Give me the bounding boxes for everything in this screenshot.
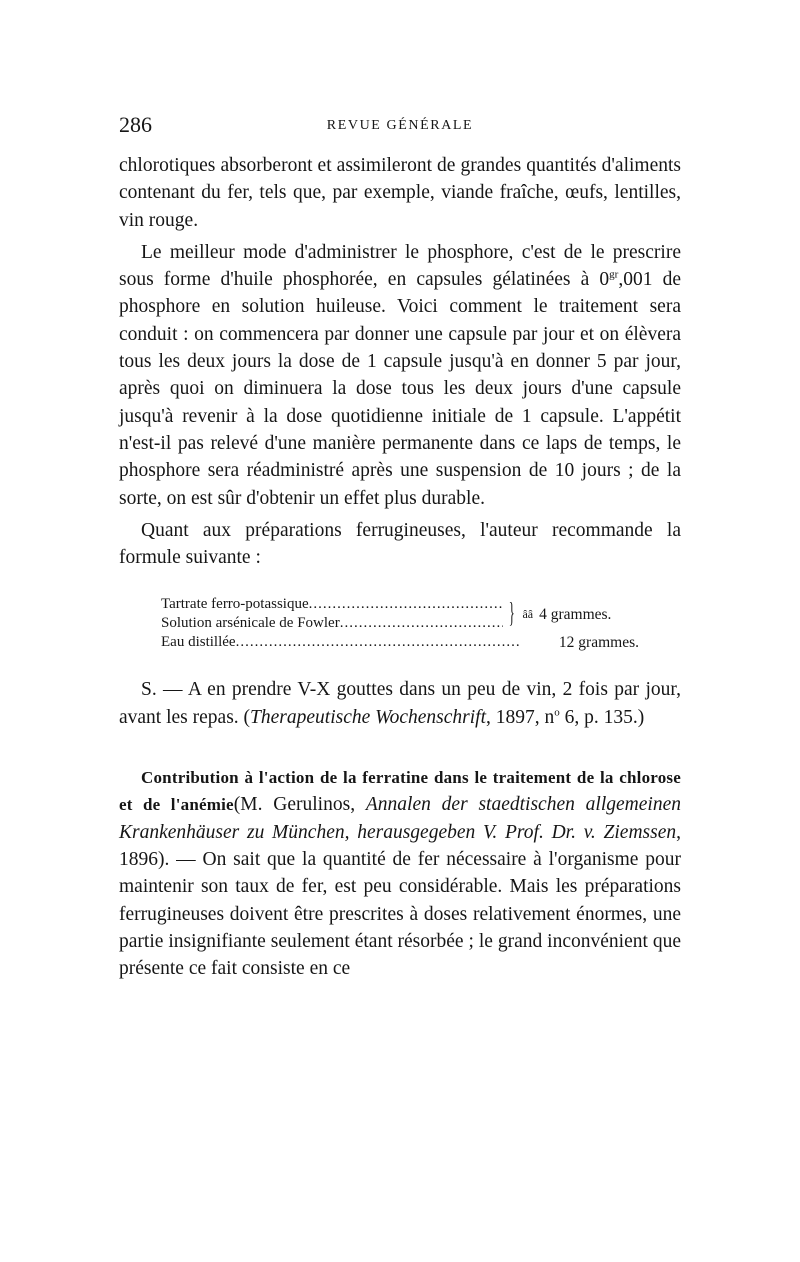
phosphorus-text-b: ,001 de phosphore en solution huileuse. Voici comment le traitement sera conduit : on commencera par donner une capsule par jour et on élèvera tous les deux jours la dose de 1 capsule jusqu'à en donner 5 par jour, après quoi on diminuera la dose tous les deux jours d'une capsule jusqu'à revenir à la dose quotidienne initiale de 1 capsule. L'appétit n'est-il pas relevé d'une manière permanente dans ce laps de temps, le phosphore sera réadministré après une suspension de 10 jours ; de la sorte, on est sûr d'obtenir un effet plus durable. xyxy=(119,269,682,509)
number-superscript: o xyxy=(554,706,560,719)
signa-text-a: S. — A en prendre V-X gouttes dans un peu de vin, 2 fois par jour, avant les repas. ( xyxy=(119,679,681,728)
page-body xyxy=(119,152,681,982)
article-heading: Contribution à l'action de la ferratine dans le traitement de la chlorose et de l'anémie xyxy=(119,768,681,815)
phosphorus-text-a: Le meilleur mode d'administrer le phosphore, c'est de le prescrire sous forme d'huile phosphorée, en capsules gélatinées à 0 xyxy=(119,241,681,291)
formula-ingredient: Eau distillée xyxy=(161,634,236,651)
page-number: 286 xyxy=(119,112,152,137)
formula-quantity: 12 grammes. xyxy=(558,634,639,652)
formula-ingredient: Tartrate ferro-potassique xyxy=(161,596,309,613)
dot-leader xyxy=(309,595,503,614)
paragraph-iron-preparations: Quant aux préparations ferrugineuses, l'auteur recommande la formule suivante : xyxy=(119,519,681,569)
page-header xyxy=(119,112,681,146)
paragraph-ferratine xyxy=(119,764,681,982)
gram-superscript: gr xyxy=(609,268,619,281)
article-text-b: , 1896). — On sait que la quantité de fer nécessaire à l'organisme pour maintenir son taux de fer, est peu considérable. Mais les préparations ferrugineuses doivent être prescrites à doses relativement énormes, une partie insignifiante seulement étant résorbée ; le grand inconvénient que présente ce fait consiste en ce xyxy=(119,821,681,980)
signa-text-c: 6, p. 135.) xyxy=(559,706,645,728)
journal-title: Annalen der staedtischen allgemeinen Krankenhäuser zu München, herausgegeben V. Prof. Dr. v. Ziemssen xyxy=(119,794,681,843)
formula-line xyxy=(161,595,503,614)
formula-ingredient: Solution arsénicale de Fowler xyxy=(161,615,340,632)
running-title: REVUE GÉNÉRALE xyxy=(326,118,474,133)
formula-group xyxy=(161,595,639,633)
paragraph-signa xyxy=(119,676,681,731)
dot-leader xyxy=(236,633,521,652)
article-text-a: (M. Gerulinos, xyxy=(233,794,366,816)
formula-line xyxy=(161,633,639,652)
formula-line xyxy=(161,614,503,633)
source-title: Therapeutische Wochenschrift xyxy=(250,706,486,728)
prescription-formula xyxy=(161,595,639,652)
paragraph-phosphorus xyxy=(119,239,681,512)
signa-text-b: , 1897, n xyxy=(485,706,555,728)
ana-note: ââ xyxy=(522,606,534,621)
dot-leader xyxy=(340,614,503,633)
paragraph-diet: chlorotiques absorberont et assimileront de grandes quantités d'aliments contenant du fer, tels que, par exemple, viande fraîche, œufs, lentilles, vin rouge. xyxy=(119,155,681,231)
brace: } xyxy=(508,598,515,630)
formula-quantity: 4 grammes. xyxy=(539,605,612,623)
